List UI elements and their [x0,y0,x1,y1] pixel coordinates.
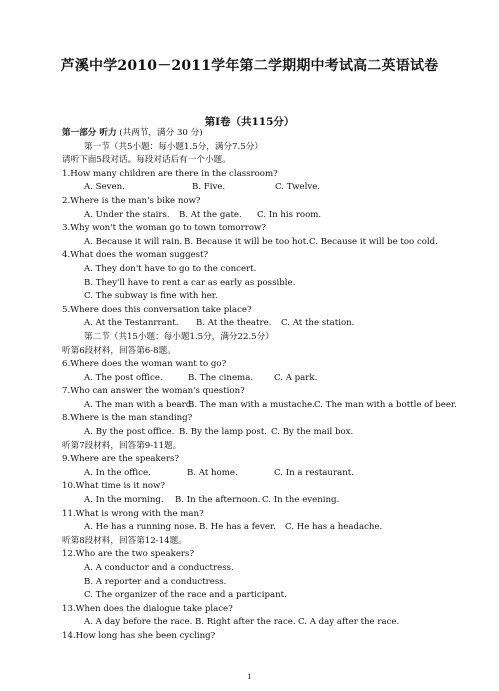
section-title: 第Ⅰ卷（共115分） [204,116,295,128]
options-row [62,399,482,413]
option: C. The subway is fine with her. [84,291,218,302]
question-text: 11.What is wrong with the man? [62,508,204,519]
option: C. In the evening. [262,495,340,506]
question-text: 5.Where does this conversation take place? [62,304,252,315]
option: A. At the Testanrrant. [84,318,179,329]
option: A. The man with a beard. [84,399,195,410]
question-text: 13.When does the dialogue take place? [62,603,233,614]
option: A. A day before the race. [84,617,193,628]
options-row [62,372,482,386]
question-text: 7.Who can answer the woman's question? [62,386,245,397]
option: C. Because it will be too cold. [309,236,438,247]
option: A. Seven. [84,182,125,193]
options-row [62,467,482,481]
option: C. He has a headache. [285,522,383,533]
question-text: 10.What time is it now? [62,481,166,492]
listening-instruction: 听第6段材料，回答第6-8题。 [62,345,176,356]
option: C. The organizer of the race and a participant. [84,590,287,601]
question-group-1-3 [62,168,482,250]
page-number: 1 [247,673,252,681]
part-one-label: 第一部分 听力 [62,128,117,138]
option: C. In his room. [257,209,322,220]
option: A. They don't have to go to the concert. [84,263,257,274]
question-text: 14.How long has she been cycling? [62,630,216,641]
exam-content [62,127,482,644]
option: B. By the lamp post. [179,427,268,438]
option: B. He has a fever. [199,522,276,533]
option: B. At home. [187,467,238,478]
option: B. In the afternoon. [175,495,261,506]
option: B. The cinema. [188,372,254,383]
question-group-9-11 [62,453,482,535]
question-text: 1.How many children are there in the classroom? [62,168,278,179]
part-one-note: (共两节，满分 30 分) [119,128,203,138]
option: C. A day after the race. [298,617,400,628]
listening-instruction: 听第8段材料，回答第12-14题。 [62,535,187,546]
options-row [62,494,482,508]
question-13 [62,603,482,630]
option: A. In the office. [84,467,151,478]
option: B. Because it will be too hot. [184,236,309,247]
option: A. Under the stairs. [84,209,170,220]
options-row [62,209,482,223]
options-row [62,521,482,535]
section-one-note: 第一节（共5小题：每小题1.5分，满分7.5分） [84,141,263,152]
option: C. At the station. [281,318,355,329]
option: B. At the gate. [179,209,242,220]
exam-title: 芦溪中学2010－2011学年第二学期期中考试高二英语试卷 [60,58,439,74]
option: B. At the theatre. [196,318,272,329]
options-row [62,236,482,250]
listening-instruction: 听第7段材料，回答第9-11题。 [62,440,182,451]
option: B. A reporter and a conductress. [84,576,227,587]
option: C. Twelve. [275,182,321,193]
question-group-6-8 [62,358,482,440]
part-one-heading [62,127,482,141]
option: C. By the mail box. [271,427,354,438]
section-two-note: 第二节（共15小题：每小题1.5分，满分22.5分） [84,331,274,342]
options-row [62,616,482,630]
options-row [62,317,482,331]
option: C. A park. [274,372,318,383]
option: A. Because it will rain. [84,236,183,247]
option: A. By the post office. [84,427,175,438]
question-text: 8.Where is the man standing? [62,413,193,424]
option: B. The man with a mustache. [188,399,315,410]
question-text: 9.Where are the speakers? [62,454,179,465]
option: A. He has a running nose. [84,522,197,533]
instruction: 请听下面5段对话。每段对话后有一个小题。 [62,155,231,166]
question-text: 2.Where is the man's bike now? [62,195,201,206]
option: B. Five. [192,182,226,193]
option: A. In the morning. [84,495,164,506]
question-text: 12.Who are the two speakers? [62,549,195,560]
question-text: 4.What does the woman suggest? [62,250,209,261]
options-row [62,426,482,440]
option: C. The man with a bottle of beer. [314,399,457,410]
question-text: 3.Why won't the woman go to town tomorrow? [62,223,266,234]
option: B. Right after the race. [195,617,296,628]
question-text: 6.Where does the woman want to go? [62,359,227,370]
option: B. They'll have to rent a car as early as possible. [84,277,296,288]
option: A. The post office. [84,372,163,383]
question-5 [62,304,482,331]
option: A. A conductor and a conductress. [84,563,234,573]
option: C. In a restaurant. [274,467,354,478]
options-row [62,181,482,195]
